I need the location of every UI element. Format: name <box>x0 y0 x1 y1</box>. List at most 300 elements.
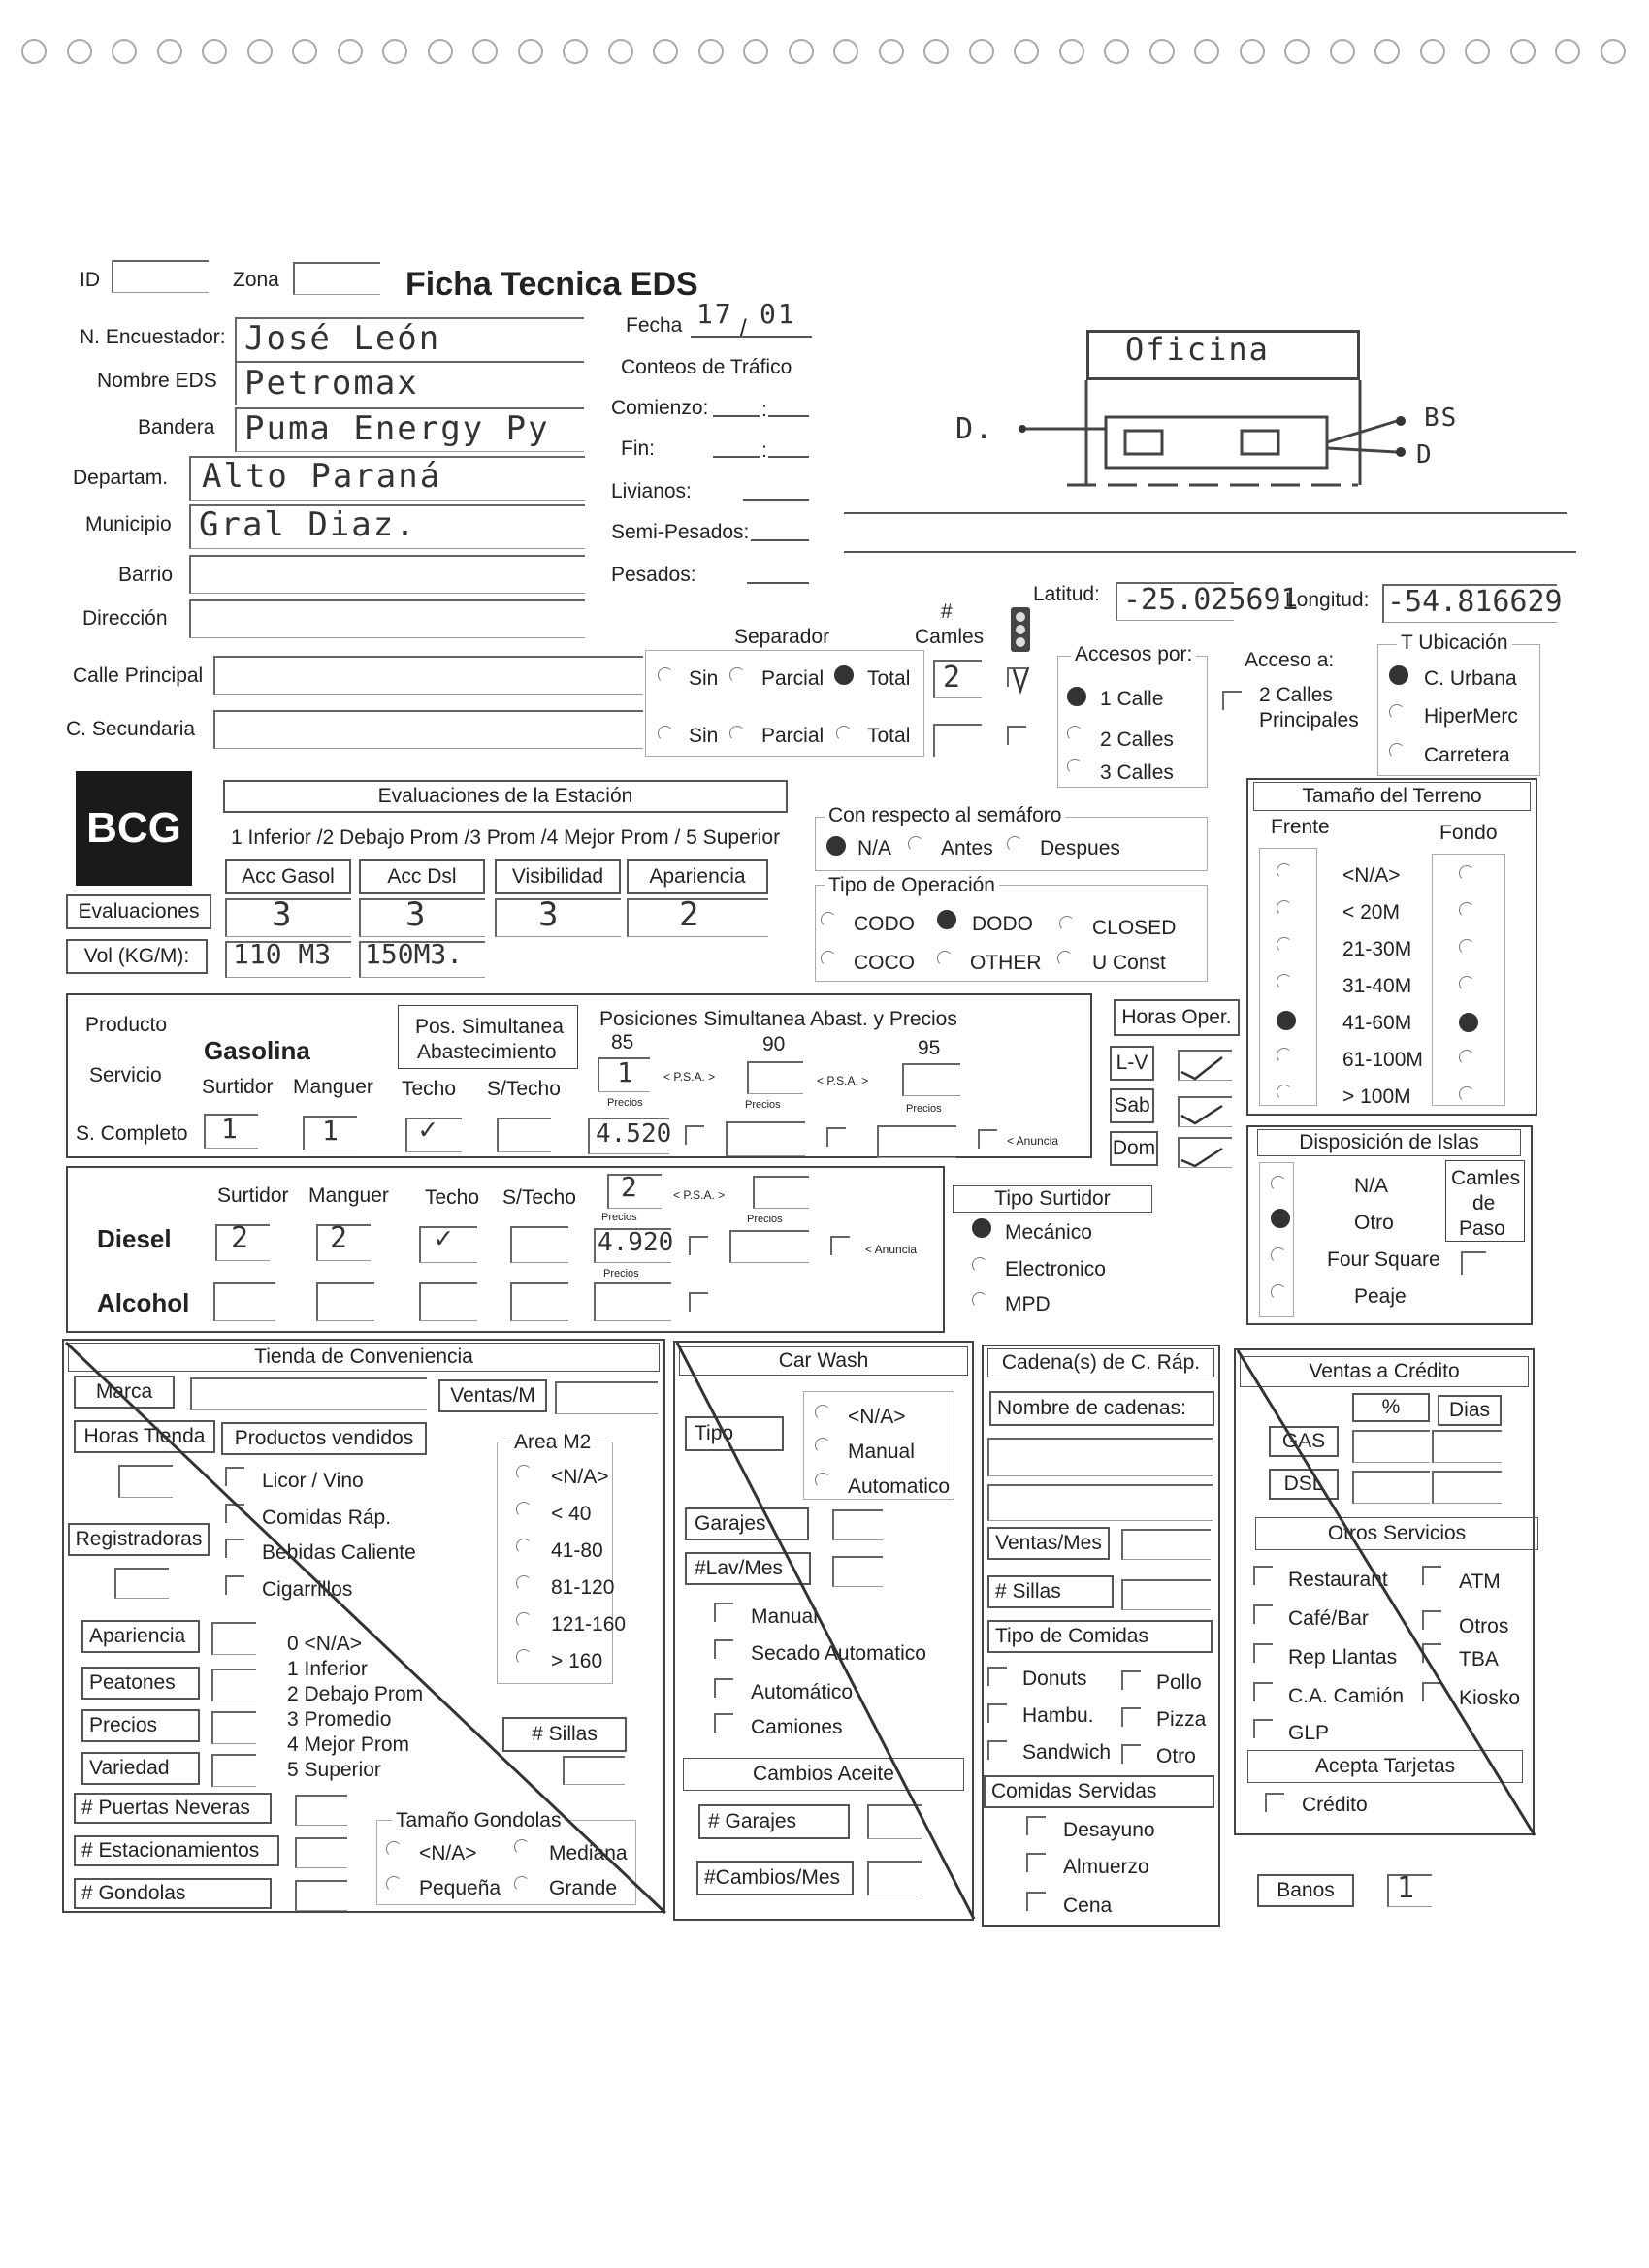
carwash-check[interactable] <box>714 1713 733 1733</box>
carwash-manual-label: Manual <box>848 1441 915 1463</box>
binding-hole <box>292 39 317 64</box>
dsl-pos2-field[interactable] <box>753 1176 809 1209</box>
alc-anuncia-check[interactable] <box>689 1292 708 1312</box>
terreno-frente-radio[interactable] <box>1277 1011 1296 1030</box>
terreno-option-label: > 100M <box>1342 1085 1411 1108</box>
gas-pos95-field[interactable] <box>902 1063 960 1096</box>
ubicacion-carretera-label: Carretera <box>1424 744 1510 766</box>
surtidor-mpd-label: MPD <box>1005 1293 1051 1315</box>
cadena-nombre-field-2[interactable] <box>987 1484 1212 1521</box>
servida-check[interactable] <box>1026 1892 1046 1911</box>
cambios-garajes-field[interactable] <box>867 1804 922 1839</box>
servida-check[interactable] <box>1026 1816 1046 1835</box>
accesos-3calles-label: 3 Calles <box>1100 761 1174 784</box>
eval-apariencia-value: 2 <box>679 895 701 934</box>
tienda-ventas-field[interactable] <box>555 1381 658 1414</box>
dsl-precio2-field[interactable] <box>729 1230 809 1263</box>
terreno-option-label: 31-40M <box>1342 975 1412 997</box>
sep1-parcial-radio[interactable] <box>729 667 745 683</box>
tienda-bottom-label: # Gondolas <box>74 1878 272 1909</box>
tienda-scale-label: Variedad <box>81 1752 200 1785</box>
gondolas-grande-radio[interactable] <box>514 1876 530 1892</box>
sketch-d-right: D <box>1416 440 1434 470</box>
carwash-check[interactable] <box>714 1603 733 1622</box>
credito-pct-label: % <box>1352 1393 1430 1422</box>
alc-stecho-check[interactable] <box>510 1282 568 1321</box>
calle-principal-field[interactable] <box>213 656 643 695</box>
tienda-scale-line: 3 Promedio <box>287 1708 392 1731</box>
alc-techo-check[interactable] <box>419 1282 477 1321</box>
tienda-horas-field[interactable] <box>118 1465 173 1498</box>
tienda-bottom-field[interactable] <box>295 1880 347 1911</box>
gondolas-na-radio[interactable] <box>386 1841 402 1857</box>
dsl-psa: < P.S.A. > <box>673 1188 726 1202</box>
eval-visibilidad-value: 3 <box>538 895 561 934</box>
gas-precios-label-2: Precios <box>745 1099 781 1111</box>
accesos-2calles-radio[interactable] <box>1067 726 1083 741</box>
tienda-scale-field[interactable] <box>211 1622 256 1655</box>
islas-na-radio[interactable] <box>1271 1176 1286 1191</box>
islas-peaje-radio[interactable] <box>1271 1284 1286 1300</box>
otros-servicios-title: Otros Servicios <box>1255 1517 1538 1550</box>
tienda-producto-check[interactable] <box>225 1539 244 1558</box>
eval-acc-dsl-value: 3 <box>405 895 428 934</box>
area-option-label: 121-160 <box>551 1613 627 1636</box>
tarjetas-credito-check[interactable] <box>1265 1793 1284 1812</box>
gas-pos85-value: 1 <box>617 1056 635 1088</box>
servida-label: Cena <box>1063 1895 1113 1917</box>
cadena-title: Cadena(s) de C. Ráp. <box>987 1348 1214 1377</box>
servida-label: Desayuno <box>1063 1819 1155 1841</box>
comida-right-check[interactable] <box>1121 1744 1141 1764</box>
semi-pesados-label: Semi-Pesados: <box>611 521 750 543</box>
op-uconst-radio[interactable] <box>1057 951 1073 966</box>
alc-surtidor-field[interactable] <box>213 1282 275 1321</box>
sep1-semaforo-check[interactable] <box>1007 667 1026 687</box>
carwash-check-label: Secado Automatico <box>751 1642 926 1665</box>
tienda-sillas-field[interactable] <box>563 1756 625 1785</box>
op-dodo-radio[interactable] <box>937 910 956 929</box>
binding-hole <box>112 39 137 64</box>
credito-dias-label: Dias <box>1438 1395 1502 1426</box>
semaforo-na-radio[interactable] <box>826 836 846 856</box>
carwash-automatico-label: Automatico <box>848 1475 951 1498</box>
tienda-scale-line: 0 <N/A> <box>287 1633 363 1655</box>
comida-left-check[interactable] <box>987 1703 1007 1723</box>
comida-right-label: Otro <box>1156 1745 1196 1767</box>
dsl-precio-value: 4.920 <box>598 1228 674 1257</box>
area-option-label: 41-80 <box>551 1539 603 1562</box>
horas-dom-field[interactable] <box>1178 1137 1232 1168</box>
islas-camiles-field[interactable] <box>1461 1251 1486 1275</box>
credito-gas-pct-field[interactable] <box>1352 1430 1430 1463</box>
tienda-producto-check[interactable] <box>225 1575 244 1595</box>
carwash-na-radio[interactable] <box>815 1405 830 1420</box>
islas-peaje-label: Peaje <box>1354 1285 1406 1308</box>
tienda-scale-field[interactable] <box>211 1754 256 1787</box>
dsl-precios-label-1: Precios <box>601 1212 637 1223</box>
servicio-left-check[interactable] <box>1253 1719 1273 1738</box>
comida-right-check[interactable] <box>1121 1707 1141 1727</box>
op-dodo-label: DODO <box>972 913 1033 935</box>
gas-surtidor-value: 1 <box>221 1113 240 1145</box>
op-closed-radio[interactable] <box>1059 916 1075 931</box>
islas-camiles-label: Camles <box>1451 1167 1521 1189</box>
tienda-scale-label: Peatones <box>81 1667 200 1700</box>
tienda-scale-field[interactable] <box>211 1711 256 1744</box>
tienda-scale-line: 1 Inferior <box>287 1658 368 1680</box>
terreno-fondo-radio[interactable] <box>1459 1013 1478 1032</box>
islas-paso-label: Paso <box>1459 1217 1505 1240</box>
op-codo-radio[interactable] <box>821 912 836 927</box>
gondolas-pequena-radio[interactable] <box>386 1876 402 1892</box>
cadena-nombre-label: Nombre de cadenas: <box>989 1391 1214 1426</box>
gasolina-label: Gasolina <box>204 1036 310 1065</box>
gas-anuncia85-check[interactable] <box>685 1125 704 1145</box>
fecha-month[interactable]: 01 <box>760 298 796 330</box>
binding-hole <box>653 39 678 64</box>
area-option-label: <N/A> <box>551 1466 609 1488</box>
terreno-fondo-radio[interactable] <box>1459 902 1474 918</box>
servicio-right-check[interactable] <box>1422 1682 1441 1701</box>
tienda-scale-label: Precios <box>81 1709 200 1742</box>
gas-precio95-field[interactable] <box>877 1125 956 1158</box>
comida-left-check[interactable] <box>987 1667 1007 1686</box>
cadena-ventas-field[interactable] <box>1121 1529 1211 1560</box>
area-option-label: < 40 <box>551 1503 592 1525</box>
tienda-producto-label: Comidas Ráp. <box>262 1507 392 1529</box>
servicio-right-check[interactable] <box>1422 1643 1441 1663</box>
direccion-field[interactable] <box>189 599 585 638</box>
servicio-left-label: GLP <box>1288 1722 1330 1744</box>
sep1-total-label: Total <box>867 667 911 690</box>
carwash-automatico-radio[interactable] <box>815 1473 830 1488</box>
comida-right-label: Pizza <box>1156 1708 1207 1731</box>
op-other-radio[interactable] <box>937 951 953 966</box>
tienda-scale-field[interactable] <box>211 1669 256 1701</box>
sep2-camiles-field[interactable] <box>933 724 982 757</box>
comienzo-sep: : <box>761 399 767 421</box>
bandera-value: Puma Energy Py <box>244 409 550 448</box>
livianos-label: Livianos: <box>611 480 692 502</box>
terreno-fondo-radio[interactable] <box>1459 939 1474 955</box>
servicio-right-check[interactable] <box>1422 1566 1441 1585</box>
terreno-frente-radio[interactable] <box>1277 900 1292 916</box>
barrio-field[interactable] <box>189 555 585 594</box>
surtidor-electronico-radio[interactable] <box>972 1257 987 1273</box>
carwash-na-label: <N/A> <box>848 1406 906 1428</box>
carwash-title: Car Wash <box>679 1346 968 1376</box>
binding-hole <box>157 39 182 64</box>
terreno-option-label: 21-30M <box>1342 938 1412 960</box>
sep2-parcial-radio[interactable] <box>729 726 745 741</box>
sep1-total-radio[interactable] <box>834 665 854 685</box>
encuestador-label: N. Encuestador: <box>80 326 226 348</box>
alc-precios-label: Precios <box>603 1268 639 1280</box>
tienda-marca-field[interactable] <box>190 1377 427 1410</box>
servicio-left-label: Restaurant <box>1288 1569 1388 1591</box>
comida-right-check[interactable] <box>1121 1670 1141 1690</box>
gas-anuncia95-check[interactable] <box>978 1129 997 1149</box>
tienda-producto-label: Cigarrillos <box>262 1578 353 1601</box>
alc-manguer-field[interactable] <box>316 1282 374 1321</box>
area-radio[interactable] <box>516 1465 532 1480</box>
tienda-productos-title: Productos vendidos <box>221 1422 427 1455</box>
dsl-pos-value: 2 <box>621 1171 639 1203</box>
eval-col-visibilidad: Visibilidad <box>495 859 621 894</box>
binding-hole <box>1374 39 1400 64</box>
binding-hole <box>879 39 904 64</box>
evaluaciones-row-label: Evaluaciones <box>66 894 211 929</box>
semaforo-antes-label: Antes <box>941 837 993 859</box>
surtidor-mpd-radio[interactable] <box>972 1292 987 1308</box>
binding-hole <box>338 39 363 64</box>
carwash-lavmes-field[interactable] <box>832 1556 883 1587</box>
ubicacion-carretera-radio[interactable] <box>1389 743 1405 759</box>
binding-hole <box>428 39 453 64</box>
camiles-hash: # <box>941 600 953 623</box>
servicio-left-check[interactable] <box>1253 1604 1273 1624</box>
terreno-option-label: 61-100M <box>1342 1049 1423 1071</box>
gas-surtidor-header: Surtidor <box>202 1076 274 1098</box>
bandera-label: Bandera <box>138 416 215 438</box>
cadena-sillas-field[interactable] <box>1121 1579 1211 1610</box>
dsl-surtidor-value: 2 <box>231 1221 251 1255</box>
acceso-a-line1: 2 Calles <box>1259 684 1333 706</box>
cadena-sillas-label: # Sillas <box>987 1575 1114 1608</box>
binding-hole <box>1555 39 1580 64</box>
servicio-left-check[interactable] <box>1253 1643 1273 1663</box>
sep2-semaforo-check[interactable] <box>1007 726 1026 745</box>
binding-hole <box>1104 39 1129 64</box>
comida-right-label: Pollo <box>1156 1671 1202 1694</box>
eval-col-acc-dsl: Acc Dsl <box>359 859 485 894</box>
comida-left-label: Sandwich <box>1022 1741 1112 1764</box>
dsl-anuncia-check[interactable] <box>689 1236 708 1255</box>
credito-title: Ventas a Crédito <box>1240 1356 1529 1387</box>
banos-value: 1 <box>1397 1871 1417 1905</box>
binding-hole <box>833 39 858 64</box>
binding-hole <box>247 39 273 64</box>
tienda-bottom-field[interactable] <box>295 1837 347 1868</box>
terreno-frente-radio[interactable] <box>1277 1048 1292 1063</box>
gas-precio90-field[interactable] <box>726 1121 805 1156</box>
horas-dom-label: Dom <box>1110 1131 1158 1166</box>
sep2-sin-radio[interactable] <box>658 726 673 741</box>
servicio-left-label: Café/Bar <box>1288 1607 1369 1630</box>
cambios-mes-field[interactable] <box>867 1861 922 1895</box>
dsl-stecho-header: S/Techo <box>502 1186 576 1209</box>
area-radio[interactable] <box>516 1502 532 1517</box>
binding-hole <box>1600 39 1626 64</box>
abastecimiento-label: Abastecimiento <box>417 1041 557 1063</box>
gas-pos90-field[interactable] <box>747 1061 803 1094</box>
surtidor-mecanico-label: Mecánico <box>1005 1221 1092 1244</box>
semaforo-antes-radio[interactable] <box>908 836 923 852</box>
carwash-check-label: Camiones <box>751 1716 843 1738</box>
area-radio[interactable] <box>516 1575 532 1591</box>
semaforo-despues-radio[interactable] <box>1007 836 1022 852</box>
comida-left-check[interactable] <box>987 1740 1007 1760</box>
dsl-stecho-check[interactable] <box>510 1226 568 1263</box>
gas-precios-label-3: Precios <box>906 1103 942 1115</box>
octane-90: 90 <box>762 1033 786 1055</box>
servicio-left-label: Rep Llantas <box>1288 1646 1398 1669</box>
servicio-left-check[interactable] <box>1253 1682 1273 1701</box>
acceso-a-line2: Principales <box>1259 709 1359 731</box>
terreno-fondo-radio[interactable] <box>1459 865 1474 881</box>
terreno-frente-radio[interactable] <box>1277 863 1292 879</box>
sep1-sin-radio[interactable] <box>658 667 673 683</box>
terreno-fondo-label: Fondo <box>1439 822 1498 844</box>
dsl-anuncia2-check[interactable] <box>830 1236 850 1255</box>
semaforo-na-label: N/A <box>857 837 892 859</box>
dsl-surtidor-header: Surtidor <box>217 1184 289 1207</box>
binding-hole <box>1059 39 1084 64</box>
gas-stecho-header: S/Techo <box>487 1078 561 1100</box>
gas-psa-1: < P.S.A. > <box>663 1070 716 1084</box>
islas-foursquare-radio[interactable] <box>1271 1247 1286 1263</box>
binding-hole <box>1330 39 1355 64</box>
servicio-label: Servicio <box>89 1064 162 1086</box>
cadena-ventas-label: Ventas/Mes <box>987 1527 1110 1560</box>
vol-gasol-value: 110 M3 <box>233 938 332 970</box>
area-radio[interactable] <box>516 1649 532 1665</box>
islas-otro-radio[interactable] <box>1271 1209 1290 1228</box>
op-codo-label: CODO <box>854 913 915 935</box>
sketch-oficina: Oficina <box>1125 331 1270 368</box>
binding-hole <box>472 39 498 64</box>
binding-hole <box>1014 39 1039 64</box>
servicio-left-check[interactable] <box>1253 1566 1273 1585</box>
terreno-frente-radio[interactable] <box>1277 937 1292 953</box>
credito-gas-dias-field[interactable] <box>1432 1430 1502 1463</box>
gondolas-mediana-radio[interactable] <box>514 1839 530 1855</box>
tienda-title: Tienda de Conveniencia <box>68 1343 660 1372</box>
binding-hole <box>608 39 633 64</box>
tarjetas-credito-label: Crédito <box>1302 1794 1368 1816</box>
tienda-scale-line: 4 Mejor Prom <box>287 1733 410 1756</box>
terreno-fondo-radio[interactable] <box>1459 1086 1474 1102</box>
servicio-left-label: C.A. Camión <box>1288 1685 1405 1707</box>
ubicacion-hipermerc-radio[interactable] <box>1389 704 1405 720</box>
surtidor-mecanico-radio[interactable] <box>972 1218 991 1238</box>
servicio-right-label: ATM <box>1459 1571 1501 1593</box>
binding-hole <box>518 39 543 64</box>
tienda-producto-check[interactable] <box>225 1467 244 1486</box>
islas-otro-label: Otro <box>1354 1212 1394 1234</box>
carwash-lavmes-label: #Lav/Mes <box>685 1552 811 1585</box>
terreno-frente-radio[interactable] <box>1277 1085 1292 1100</box>
octane-85: 85 <box>611 1031 634 1053</box>
sep2-sin-label: Sin <box>689 725 719 747</box>
latitud-value: -25.025691 <box>1123 583 1299 617</box>
calle-secundaria-field[interactable] <box>213 710 643 749</box>
tienda-bottom-field[interactable] <box>295 1795 347 1826</box>
alc-precio-field[interactable] <box>594 1282 671 1321</box>
gas-precios-label-1: Precios <box>607 1097 643 1109</box>
dsl-manguer-value: 2 <box>330 1221 350 1255</box>
horas-sab-field[interactable] <box>1178 1096 1232 1127</box>
fecha-day[interactable]: 17 <box>696 298 733 330</box>
terreno-fondo-radio[interactable] <box>1459 976 1474 991</box>
area-radio[interactable] <box>516 1612 532 1628</box>
accesos-3calles-radio[interactable] <box>1067 759 1083 774</box>
dsl-manguer-header: Manguer <box>308 1184 389 1207</box>
cadena-nombre-field-1[interactable] <box>987 1438 1212 1476</box>
servida-check[interactable] <box>1026 1853 1046 1872</box>
sep2-total-label: Total <box>867 725 911 747</box>
zona-field[interactable] <box>293 262 380 295</box>
nombre-eds-value: Petromax <box>244 364 419 403</box>
credito-dsl-dias-field[interactable] <box>1432 1471 1502 1504</box>
gas-techo-header: Techo <box>402 1078 457 1100</box>
latitud-label: Latitud: <box>1033 583 1100 605</box>
binding-hole <box>789 39 814 64</box>
acceso-a-check[interactable] <box>1222 691 1242 710</box>
horas-lv-field[interactable] <box>1178 1050 1232 1081</box>
binding-hole <box>1510 39 1536 64</box>
tienda-producto-check[interactable] <box>225 1504 244 1523</box>
alcohol-label: Alcohol <box>97 1288 190 1317</box>
accesos-1calle-radio[interactable] <box>1067 687 1086 706</box>
sketch-d-left: D. <box>955 412 995 446</box>
carwash-manual-radio[interactable] <box>815 1438 830 1453</box>
posiciones-title: Posiciones Simultanea Abast. y Precios <box>599 1008 957 1030</box>
pos-simultanea-label: Pos. Simultanea <box>415 1016 564 1038</box>
ubicacion-hipermerc-label: HiperMerc <box>1424 705 1518 728</box>
gas-stecho-check[interactable] <box>497 1118 551 1152</box>
binding-hole <box>1194 39 1219 64</box>
carwash-tipo-label: Tipo <box>685 1416 784 1451</box>
terreno-fondo-radio[interactable] <box>1459 1050 1474 1065</box>
tienda-producto-label: Licor / Vino <box>262 1470 364 1492</box>
calle-secundaria-label: C. Secundaria <box>66 718 196 740</box>
dsl-precios-label-2: Precios <box>747 1214 783 1225</box>
page-title: Ficha Tecnica EDS <box>405 266 698 303</box>
tienda-producto-label: Bebidas Caliente <box>262 1541 416 1564</box>
terreno-option-label: 41-60M <box>1342 1012 1412 1034</box>
ubicacion-urbana-radio[interactable] <box>1389 665 1408 685</box>
op-coco-radio[interactable] <box>821 951 836 966</box>
camiles-label: Camles <box>915 626 985 648</box>
sep2-total-radio[interactable] <box>836 726 852 741</box>
terreno-frente-radio[interactable] <box>1277 974 1292 989</box>
sep2-parcial-label: Parcial <box>761 725 824 747</box>
credito-dsl-pct-field[interactable] <box>1352 1471 1430 1504</box>
area-radio[interactable] <box>516 1539 532 1554</box>
departam-value: Alto Paraná <box>202 457 442 496</box>
banos-label: Banos <box>1257 1874 1354 1907</box>
gondolas-pequena-label: Pequeña <box>419 1877 501 1899</box>
horas-sab-label: Sab <box>1110 1088 1154 1123</box>
carwash-check[interactable] <box>714 1639 733 1659</box>
registradoras-label: Registradoras <box>68 1523 210 1556</box>
gas-anuncia90-check[interactable] <box>826 1127 846 1147</box>
area-option-label: 81-120 <box>551 1576 615 1599</box>
gas-anuncia-label: < Anuncia <box>1007 1134 1059 1148</box>
id-field[interactable] <box>112 260 209 293</box>
servicio-right-check[interactable] <box>1422 1610 1441 1630</box>
registradoras-field[interactable] <box>114 1568 169 1599</box>
terreno-frente-label: Frente <box>1271 816 1330 838</box>
carwash-check[interactable] <box>714 1678 733 1698</box>
carwash-garajes-field[interactable] <box>832 1509 883 1540</box>
surtidor-electronico-label: Electronico <box>1005 1258 1106 1280</box>
longitud-label: Longitud: <box>1285 589 1370 611</box>
tipo-surtidor-title: Tipo Surtidor <box>953 1185 1152 1213</box>
binding-hole <box>743 39 768 64</box>
